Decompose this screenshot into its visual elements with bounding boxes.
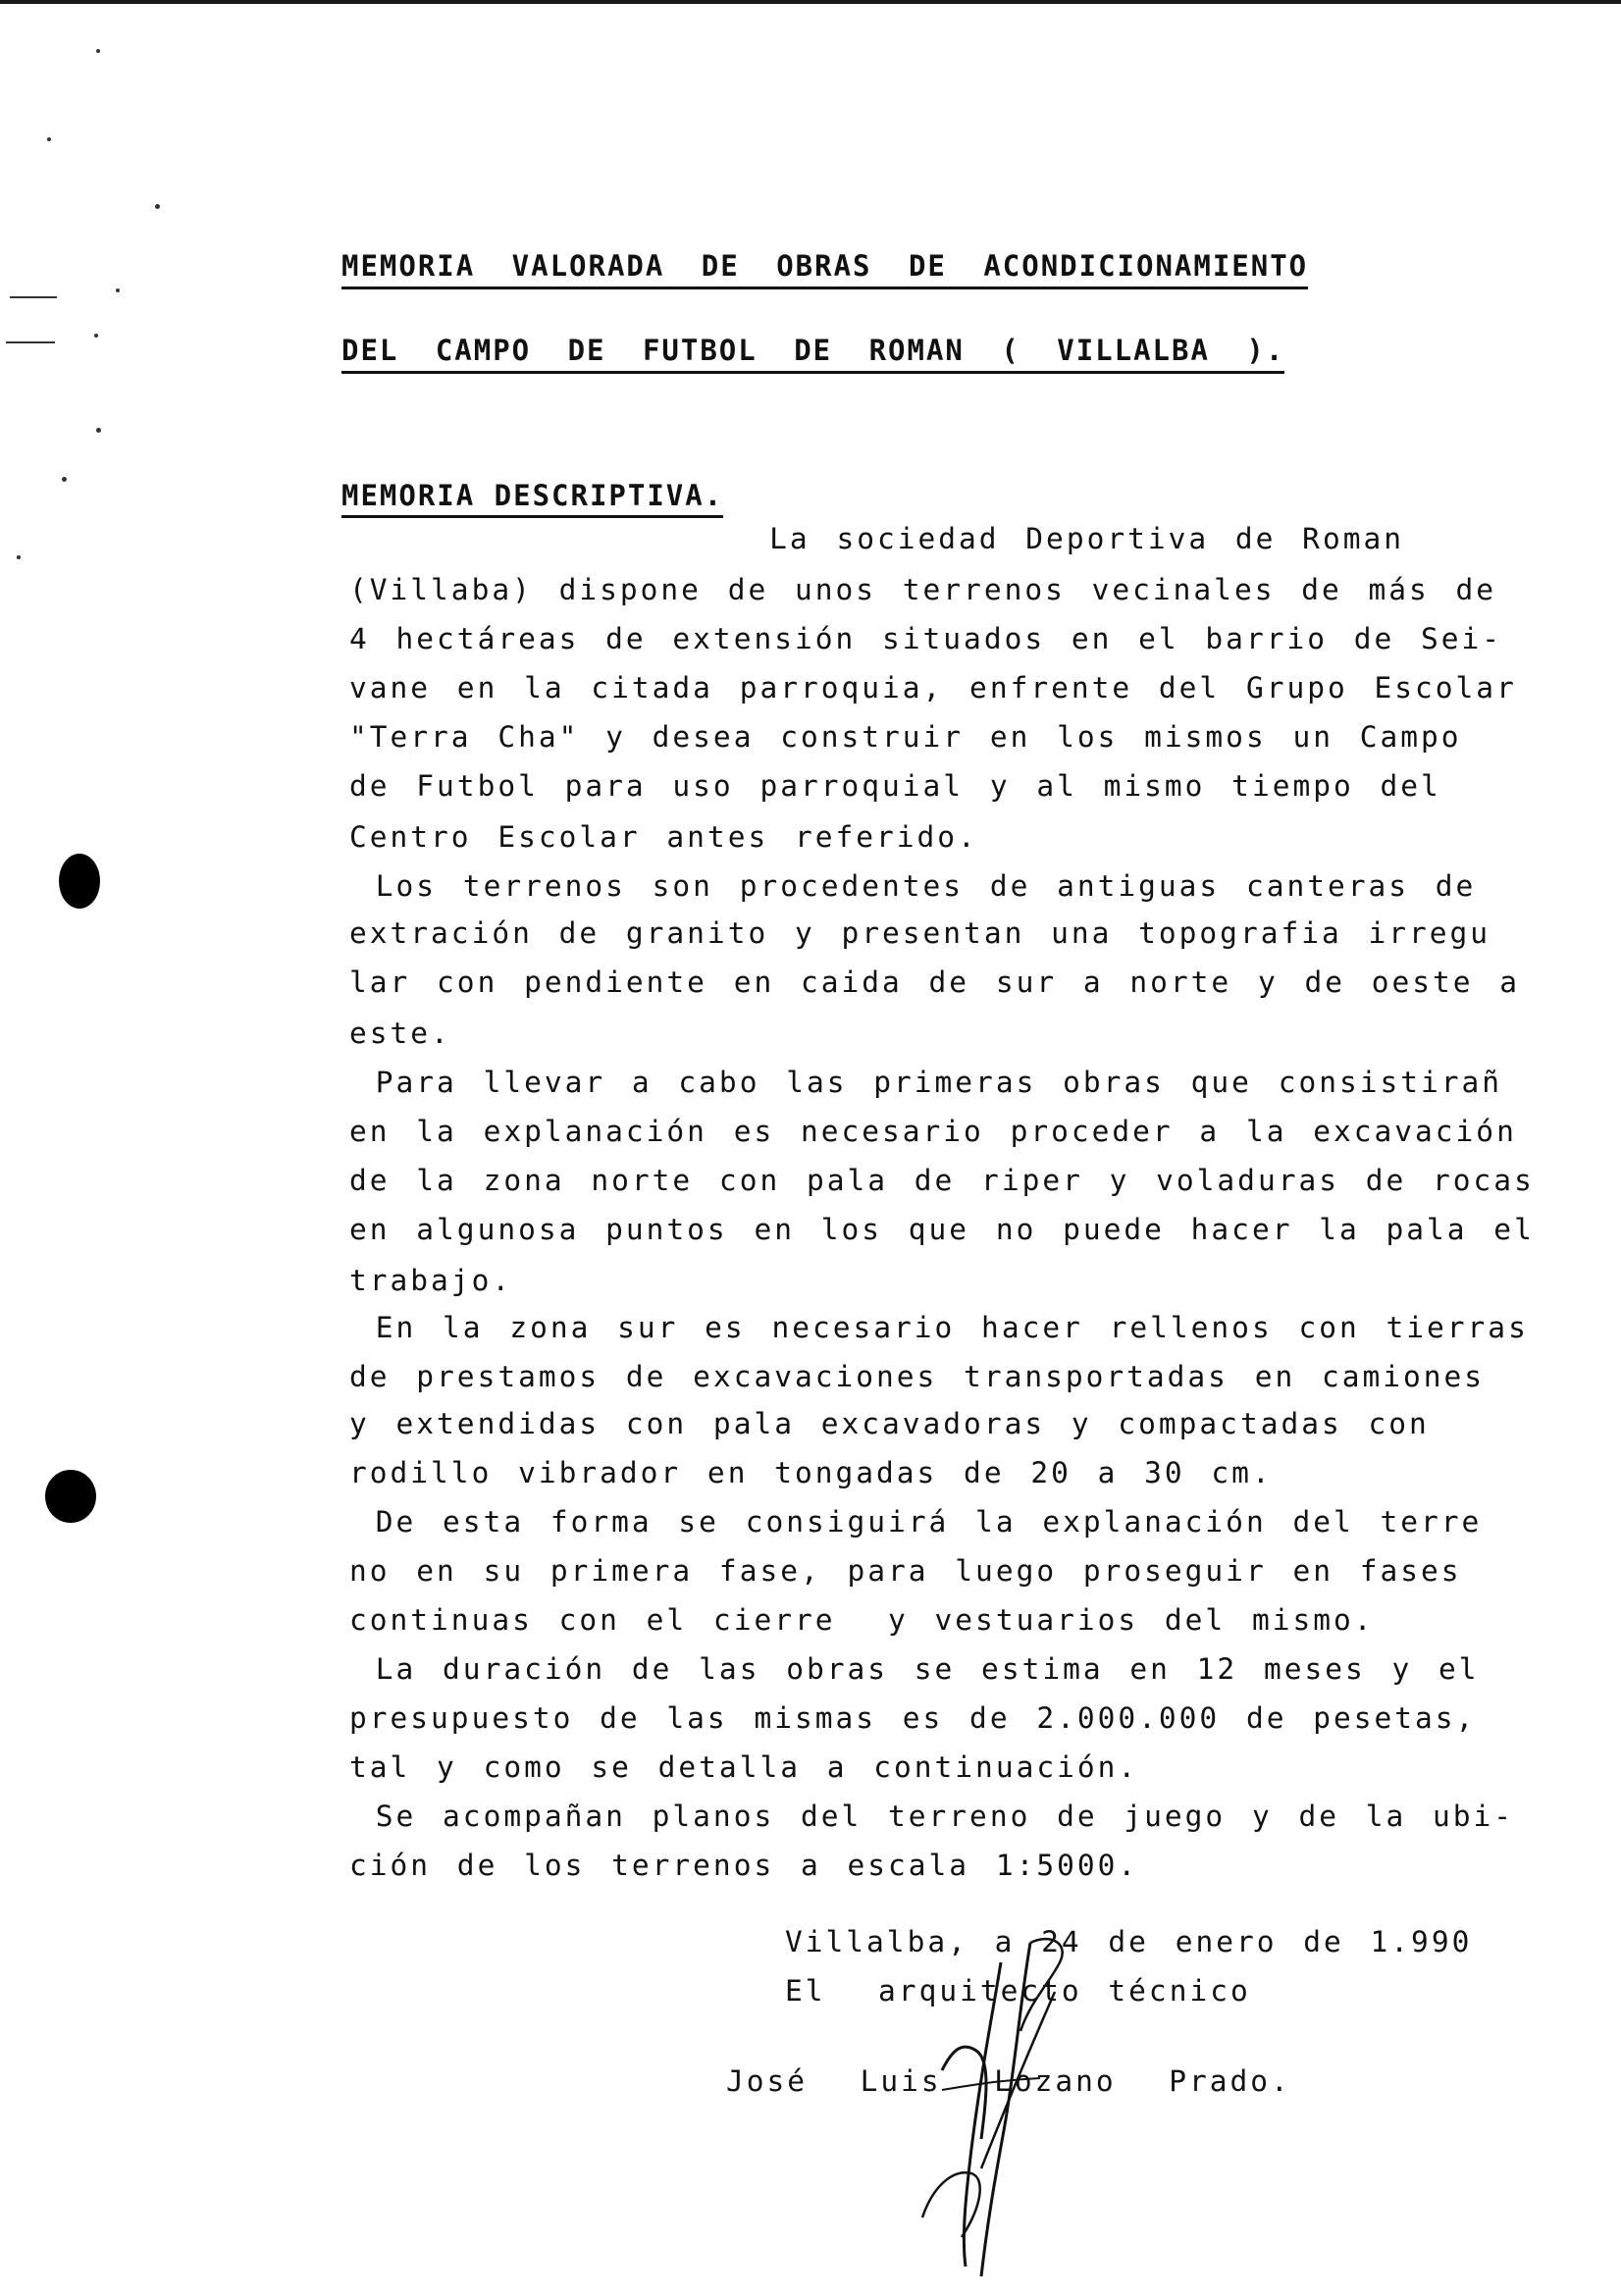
body-line: trabajo. [349, 1264, 513, 1297]
body-line: extración de granito y presentan una topografia irregu [349, 916, 1491, 950]
scan-speck [17, 555, 21, 559]
scan-speck [116, 288, 120, 292]
body-line: Centro Escolar antes referido. [349, 820, 978, 854]
signer-name: José Luis Lozano Prado. [726, 2064, 1291, 2098]
body-line: De esta forma se consiguirá la explanación del terre [349, 1505, 1483, 1539]
document-title-line-1: MEMORIA VALORADA DE OBRAS DE ACONDICIONAMIENTO [341, 249, 1308, 289]
body-line: ción de los terrenos a escala 1:5000. [349, 1849, 1139, 1882]
body-line: "Terra Cha" y desea construir en los mismos un Campo [349, 720, 1462, 754]
body-line: rodillo vibrador en tongadas de 20 a 30 cm. [349, 1456, 1273, 1489]
body-line: vane en la citada parroquia, enfrente del Grupo Escolar [349, 671, 1517, 704]
body-line: Los terrenos son procedentes de antiguas canteras de [349, 869, 1477, 903]
scan-speck [47, 137, 51, 141]
scan-speck [94, 334, 98, 338]
scan-speck [96, 428, 101, 433]
handwritten-signature [883, 1923, 1119, 2296]
punch-hole [59, 854, 100, 909]
body-line: no en su primera fase, para luego proseguir en fases [349, 1554, 1462, 1588]
body-line: Se acompañan planos del terreno de juego y de la ubi- [349, 1800, 1515, 1833]
scan-margin-dash [6, 341, 55, 343]
body-line: de la zona norte con pala de riper y voladuras de rocas [349, 1164, 1535, 1197]
body-line: este. [349, 1017, 451, 1050]
section-heading: MEMORIA DESCRIPTIVA. [341, 479, 723, 518]
body-line: La sociedad Deportiva de Roman [349, 522, 1404, 555]
scan-speck [96, 49, 100, 53]
body-line: en la explanación es necesario proceder a la excavación [349, 1115, 1517, 1148]
body-line: La duración de las obras se estima en 12 meses y el [349, 1652, 1480, 1686]
body-line: En la zona sur es necesario hacer rellenos con tierras [349, 1311, 1529, 1344]
body-line: en algunosa puntos en los que no puede hacer la pala el [349, 1213, 1535, 1246]
signer-role: El arquitecto técnico [785, 1974, 1251, 2008]
body-line: 4 hectáreas de extensión situados en el barrio de Sei- [349, 622, 1503, 655]
body-line: continuas con el cierre y vestuarios del mismo. [349, 1603, 1375, 1637]
body-line: de Futbol para uso parroquial y al mismo tiempo del [349, 769, 1441, 803]
scan-speck [155, 204, 160, 209]
body-line: y extendidas con pala excavadoras y compactadas con [349, 1407, 1430, 1440]
body-line: lar con pendiente en caida de sur a norte y de oeste a [349, 965, 1521, 999]
body-line: tal y como se detalla a continuación. [349, 1750, 1139, 1784]
scan-top-edge [0, 0, 1621, 4]
body-line: de prestamos de excavaciones transportadas en camiones [349, 1360, 1486, 1393]
body-line: Para llevar a cabo las primeras obras que consistirañ [349, 1066, 1503, 1099]
scan-speck [62, 477, 67, 482]
body-line: presupuesto de las mismas es de 2.000.000 de pesetas, [349, 1701, 1477, 1735]
document-title-line-2: DEL CAMPO DE FUTBOL DE ROMAN ( VILLALBA ). [341, 334, 1284, 374]
punch-hole [45, 1470, 96, 1523]
place-date: Villalba, a 24 de enero de 1.990 [785, 1925, 1473, 1958]
scan-margin-dash [10, 296, 57, 298]
body-line: (Villaba) dispone de unos terrenos vecinales de más de [349, 573, 1497, 606]
